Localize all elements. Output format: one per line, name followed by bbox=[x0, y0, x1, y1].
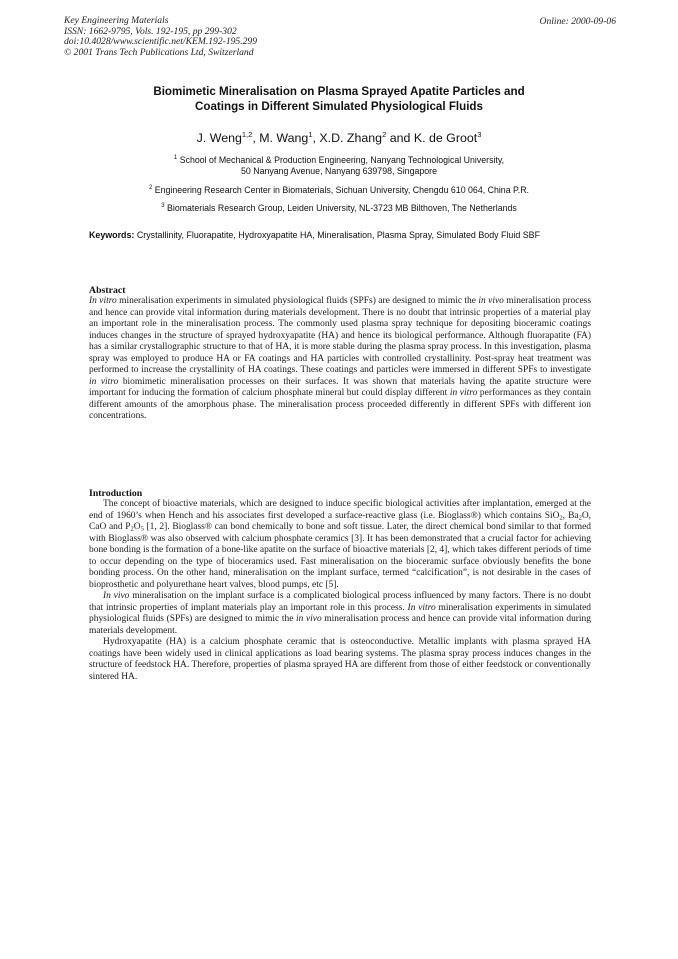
affiliation-3 bbox=[60, 201, 618, 214]
affiliation-text: 50 Nanyang Avenue, Nanyang 639798, Singapore bbox=[241, 166, 437, 177]
italic-term: in vitro bbox=[449, 388, 478, 398]
intro-paragraph-2 bbox=[89, 591, 591, 637]
italic-term: In vitro bbox=[407, 602, 436, 613]
author-list bbox=[60, 130, 618, 145]
subscript: 2 bbox=[130, 525, 134, 533]
title-line-1: Biomimetic Mineralisation on Plasma Sprayed Apatite Particles and bbox=[153, 85, 525, 98]
body-text: [1, 2]. Bioglass® can bond chemically to bone and soft tissue. Later, the direct chemical bond similar to that formed with Bioglass® was also observed with calcium phosphate ceramics [3]. It has been demonstrated that a crucial factor for achieving bone bonding is the formation of a bone-like apatite on the surface of bioactive materials [2, 4], which takes different periods of time to occur depending on the type of bioceramics used. Fast mineralisation on the bioceramic surface obviously benefits the bone bonding process. On the other hand, mineralisation on the implant surface, termed “calcification”, is not desirable in the cases of bioprosthetic and polyurethane heart valves, blood pumps, etc [5]. bbox=[89, 522, 591, 590]
author-name: K. de Groot bbox=[413, 131, 478, 146]
author-affiliation-mark: 1 bbox=[308, 130, 313, 139]
keywords bbox=[89, 230, 589, 242]
abstract-heading: Abstract bbox=[89, 285, 126, 296]
author-affiliation-mark: 3 bbox=[477, 130, 482, 139]
author-affiliation-mark: 1,2 bbox=[241, 130, 253, 139]
abstract-text: performances as they contain different amounts of the amorphous phase. The mineralisation process proceeded differently in different SPFs with different ion concentrations. bbox=[89, 388, 591, 421]
paper-title bbox=[60, 84, 618, 114]
copyright-line: © 2001 Trans Tech Publications Ltd, Switzerland bbox=[64, 46, 254, 58]
italic-term: In vitro bbox=[89, 296, 117, 306]
body-text: mineralisation on the implant surface is a complicated biological process influenced by many factors. There is no doubt that intrinsic properties of implant materials play an important role in this process. bbox=[89, 591, 591, 613]
affiliation-number: 3 bbox=[161, 202, 165, 209]
doi-link[interactable]: doi:10.4028/www.scientific.net/KEM.192-195.299 bbox=[64, 36, 258, 48]
abstract-paragraph bbox=[89, 296, 591, 423]
author-affiliation-mark: 2 bbox=[382, 130, 387, 139]
title-line-2: Coatings in Different Simulated Physiological Fluids bbox=[195, 100, 483, 113]
affiliation-text: School of Mechanical & Production Engineering, Nanyang Technological University, bbox=[179, 154, 505, 165]
subscript: 5 bbox=[140, 525, 144, 533]
abstract-text: biomimetic mineralisation processes on their surfaces. It was shown that materials having the apatite structure were important for inducing the formation of calcium phosphate mineral but could display different bbox=[89, 376, 591, 398]
subscript: 2 bbox=[559, 514, 563, 521]
author-name: X.D. Zhang bbox=[319, 131, 383, 146]
body-text: O bbox=[133, 522, 141, 532]
affiliation-number: 2 bbox=[148, 184, 153, 191]
italic-term: in vitro bbox=[89, 376, 119, 387]
body-text: mineralisation experiments in simulated physiological fluids (SPFs) are designed to mimic the bbox=[89, 602, 591, 624]
affiliations bbox=[60, 153, 618, 219]
abstract-text: mineralisation process and hence can provide vital information during materials development. There is no doubt that intrinsic properties of a material play an important role in the mineralisation process. The commonly used plasma spray technique for depositing bioceramic coatings induces changes in the structure of sprayed hydroxyapatite (HA) and hence its biological performance. Although fluorapatite (FA) has a similar crystallographic structure to that of HA, it is more stable during the plasma spray process. In this investigation, plasma spray was employed to produce HA or FA coatings and HA particles with controlled crystallinity. Post-spray heat treatment was performed to increase the crystallinity of HA coatings. These coatings and particles were immersed in different SPFs to investigate bbox=[89, 296, 591, 375]
intro-paragraph-1 bbox=[89, 499, 591, 591]
author-name: J. Weng bbox=[196, 131, 242, 146]
subscript: 2 bbox=[578, 514, 582, 521]
body-text: The concept of bioactive materials, which are designed to induce specific biological activities after implantation, emerged at the end of 1960’s when Hench and his associates first developed a surface-reactive glass (i.e. Bioglass®) which contains SiO bbox=[89, 499, 591, 521]
body-text: , Ba bbox=[562, 510, 579, 521]
author-separator: and bbox=[386, 131, 414, 146]
body-text: O, CaO and P bbox=[89, 510, 591, 532]
affiliation-2 bbox=[60, 183, 618, 196]
issn-line: ISSN: 1662-9795, Vols. 192-195, pp 299-302 bbox=[64, 25, 237, 37]
keywords-label: Keywords: bbox=[89, 230, 135, 240]
italic-term: in vivo bbox=[478, 296, 504, 306]
author-separator: , bbox=[252, 131, 260, 146]
intro-paragraph-3: Hydroxyapatite (HA) is a calcium phosphate ceramic that is osteoconductive. Metallic implants with plasma sprayed HA coatings have been widely used in clinical applications as load bearing systems. The plasma spray process induces changes in the structure of feedstock HA. Therefore, properties of plasma sprayed HA are different from those of either feedstock or conventionally sintered HA. bbox=[89, 637, 591, 682]
abstract-body bbox=[89, 296, 591, 423]
affiliation-1 bbox=[60, 153, 618, 178]
body-text: mineralisation process and hence can provide vital information during materials development. bbox=[89, 614, 591, 636]
keywords-text: Crystallinity, Fluorapatite, Hydroxyapatite HA, Mineralisation, Plasma Spray, Simulated Body Fluid SBF bbox=[136, 230, 540, 240]
introduction-heading: Introduction bbox=[89, 488, 143, 499]
journal-name: Key Engineering Materials bbox=[64, 15, 169, 26]
abstract-text: mineralisation experiments in simulated physiological fluids (SPFs) are designed to mimic the bbox=[116, 296, 479, 306]
author-name: M. Wang bbox=[259, 131, 309, 146]
italic-term: in vivo bbox=[296, 614, 322, 624]
affiliation-number: 1 bbox=[173, 155, 178, 161]
affiliation-text: Engineering Research Center in Biomaterials, Sichuan University, Chengdu 610 064, China P.R. bbox=[154, 184, 530, 195]
online-date: Online: 2000-09-06 bbox=[539, 16, 616, 27]
author-separator: , bbox=[312, 131, 320, 146]
italic-term: In vivo bbox=[103, 591, 130, 601]
introduction-body bbox=[89, 499, 591, 683]
journal-metadata bbox=[64, 16, 257, 58]
affiliation-text: Biomaterials Research Group, Leiden University, NL-3723 MB Bilthoven, The Netherlands bbox=[167, 202, 517, 213]
